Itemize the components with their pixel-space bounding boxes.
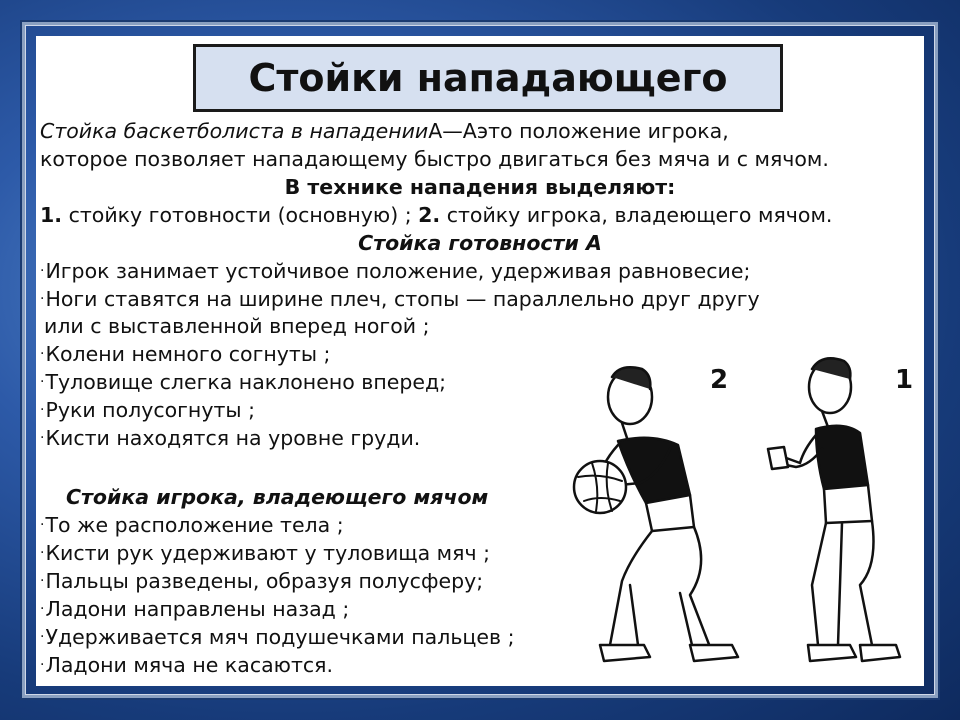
bullet-icon: · — [40, 263, 45, 279]
with-ball-item-text: Ладони направлены назад ; — [45, 597, 350, 621]
readiness-item-text: Ноги ставятся на ширине плеч, стопы — параллельно друг другу — [45, 287, 760, 311]
with-ball-item — [40, 624, 514, 650]
intro-mark: А—А — [428, 119, 477, 143]
readiness-item — [40, 397, 255, 423]
readiness-item — [40, 258, 750, 284]
with-ball-item-text: То же расположение тела ; — [45, 513, 344, 537]
type-number-2: 2. — [418, 203, 441, 227]
intro-rest: это положение игрока, — [476, 119, 729, 143]
with-ball-item-text: Пальцы разведены, образуя полусферу; — [45, 569, 484, 593]
with-ball-heading: Стойка игрока, владеющего мячом — [66, 485, 489, 509]
bullet-icon: · — [40, 573, 45, 589]
readiness-item-text: Кисти находятся на уровне груди. — [45, 426, 421, 450]
player-ready-figure — [768, 358, 900, 661]
with-ball-item-text: Кисти рук удерживают у туловища мяч ; — [45, 541, 490, 565]
bullet-icon: · — [40, 374, 45, 390]
with-ball-item — [40, 512, 344, 538]
intro-line-2: которое позволяет нападающему быстро двигаться без мяча и с мячом. — [40, 147, 829, 171]
intro-line-1 — [40, 118, 729, 144]
with-ball-item — [40, 596, 349, 622]
player-with-ball-figure — [574, 367, 738, 661]
with-ball-item — [40, 568, 483, 594]
readiness-item-continuation: или с выставленной вперед ногой ; — [44, 314, 430, 338]
bullet-icon: · — [40, 545, 45, 561]
readiness-item-text: Туловище слегка наклонено вперед; — [45, 370, 447, 394]
bullet-icon: · — [40, 430, 45, 446]
technique-heading: В технике нападения выделяют: — [284, 175, 676, 199]
type-text-1: стойку готовности (основную) ; — [62, 203, 419, 227]
readiness-item — [40, 369, 446, 395]
with-ball-item-text: Ладони мяча не касаются. — [45, 653, 334, 677]
title-box — [193, 44, 783, 112]
bullet-icon: · — [40, 601, 45, 617]
stance-types — [40, 202, 832, 228]
readiness-item — [40, 425, 420, 451]
figure-label-1: 1 — [895, 365, 914, 395]
readiness-heading: Стойка готовности А — [358, 231, 602, 255]
bullet-icon: · — [40, 402, 45, 418]
with-ball-item-text: Удерживается мяч подушечками пальцев ; — [45, 625, 515, 649]
bullet-icon: · — [40, 629, 45, 645]
bullet-icon: · — [40, 657, 45, 673]
bullet-icon: · — [40, 517, 45, 533]
with-ball-item — [40, 540, 490, 566]
bullet-icon: · — [40, 346, 45, 362]
bullet-icon: · — [40, 291, 45, 307]
type-text-2: стойку игрока, владеющего мячом. — [440, 203, 833, 227]
with-ball-item — [40, 652, 333, 678]
type-number-1: 1. — [40, 203, 63, 227]
stance-illustration — [560, 345, 930, 680]
readiness-item — [40, 341, 330, 367]
readiness-item — [40, 286, 760, 312]
readiness-item-text: Руки полусогнуты ; — [45, 398, 256, 422]
readiness-item-text: Колени немного согнуты ; — [45, 342, 331, 366]
players-drawing — [560, 345, 930, 680]
readiness-item-text: Игрок занимает устойчивое положение, удерживая равновесие; — [45, 259, 751, 283]
figure-label-2: 2 — [710, 365, 729, 395]
intro-italic: Стойка баскетболиста в нападении — [40, 119, 429, 143]
page-title: Стойки нападающего — [248, 56, 728, 100]
